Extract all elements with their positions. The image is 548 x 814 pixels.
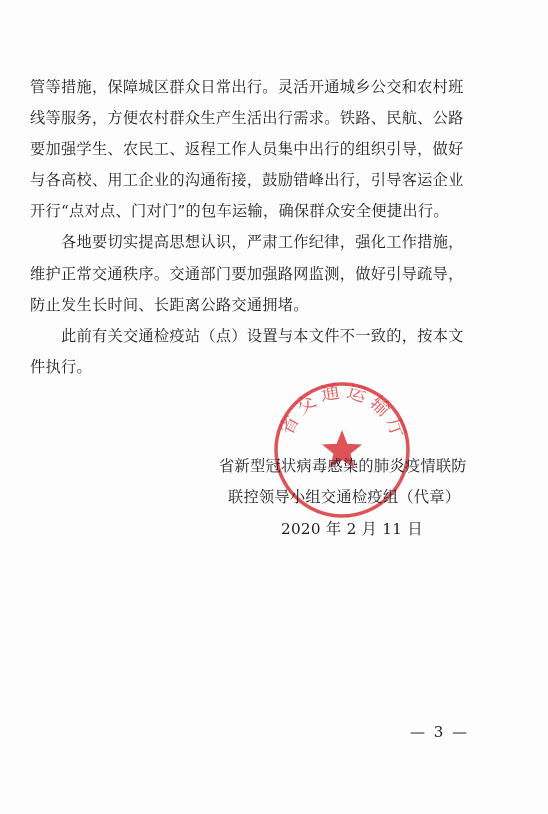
- signature-line: 联控领导小组交通检疫组（代章）: [228, 488, 461, 506]
- text-line: 各地要切实提高思想认识，严肃工作纪律，强化工作措施，: [61, 233, 464, 252]
- page-number: — 3 —: [410, 723, 470, 741]
- text-line: 与各高校、用工企业的沟通衔接，鼓励错峰出行，引导客运企业: [30, 171, 464, 190]
- text-line: 件执行。: [30, 357, 92, 376]
- svg-text:省交通运输厅: 省交通运输厅: [275, 380, 411, 446]
- text-line: 防止发生长时间、长距离公路交通拥堵。: [30, 295, 309, 314]
- text-line: 维护正常交通秩序。交通部门要加强路网监测，做好引导疏导，: [30, 264, 464, 283]
- text-line: 此前有关交通检疫站（点）设置与本文件不一致的，按本文: [61, 326, 464, 345]
- document-body: [30, 72, 498, 383]
- text-line: 管等措施，保障城区群众日常出行。灵活开通城乡公交和农村班: [30, 78, 464, 96]
- signature-line: 省新型冠状病毒感染的肺炎疫情联防: [219, 457, 467, 475]
- signature-date: 2020 年 2 月 11 日: [281, 520, 423, 538]
- text-line: 要加强学生、农民工、返程工作人员集中出行的组织引导，做好: [30, 140, 464, 159]
- text-line: 开行“点对点、门对门”的包车运输，确保群众安全便捷出行。: [30, 202, 449, 221]
- text-line: 线等服务，方便农村群众生产生活出行需求。铁路、民航、公路: [30, 109, 464, 128]
